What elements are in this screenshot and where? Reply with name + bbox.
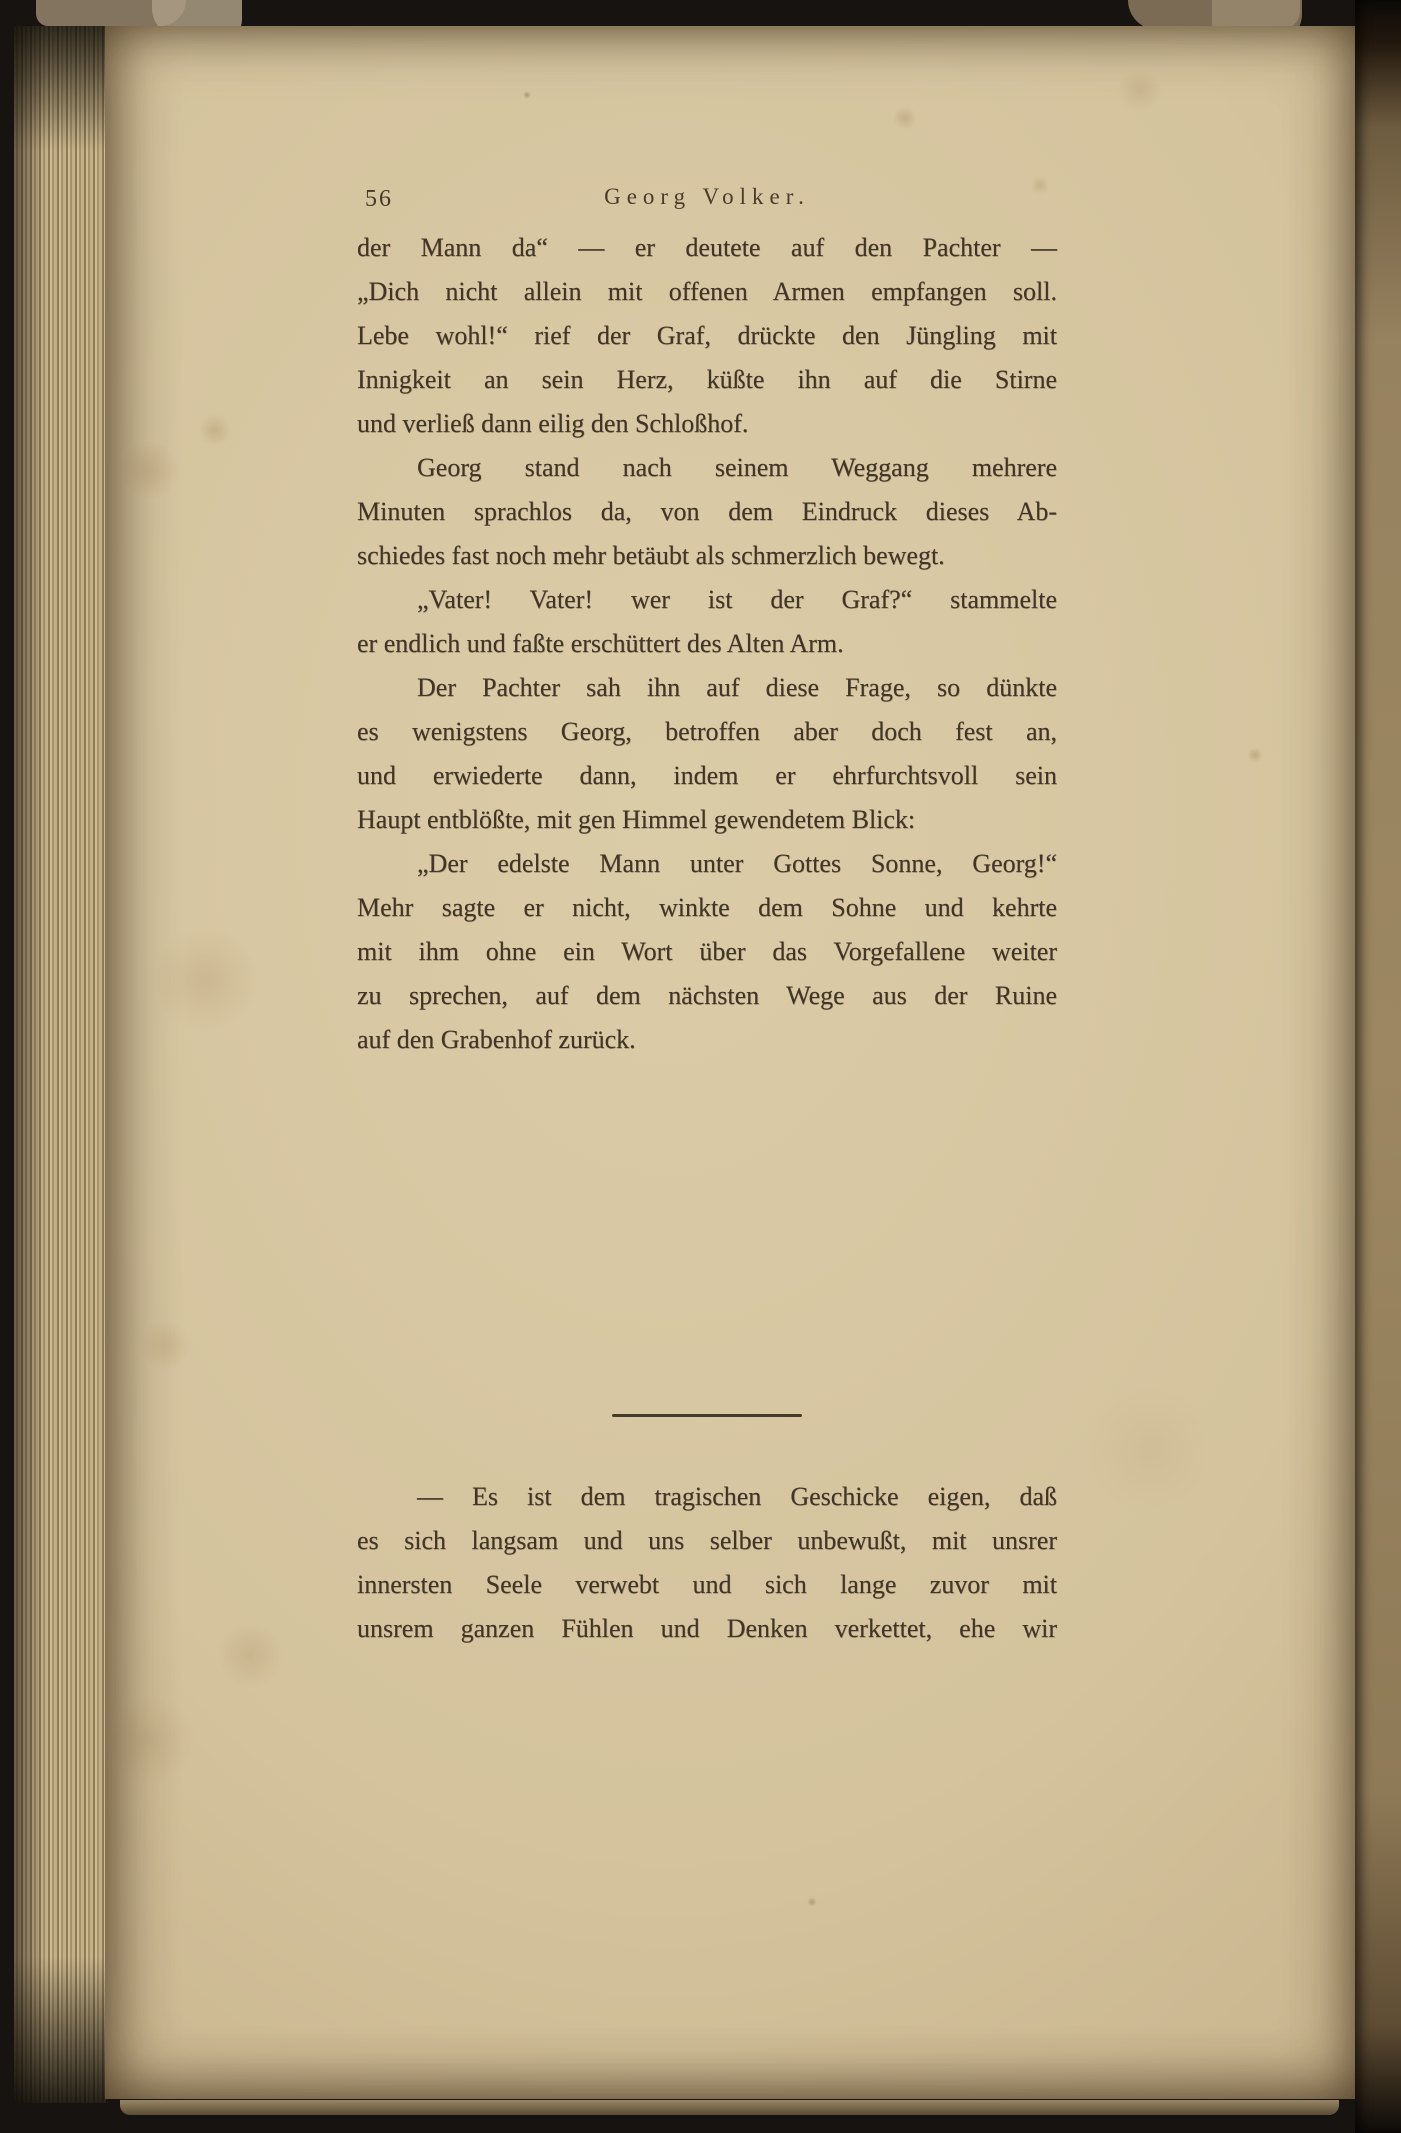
text-line: innersten Seele verwebt und sich lange zuvor mit — [357, 1570, 1057, 1599]
running-header-title: Georg Volker. — [604, 184, 810, 209]
text-line: es sich langsam und uns selber unbewußt, mit unsrer — [357, 1526, 1057, 1555]
text-line: und erwiederte dann, indem er ehrfurchtsvoll sein — [357, 761, 1057, 790]
text-line: mit ihm ohne ein Wort über das Vorgefallene weiter — [357, 937, 1057, 966]
text-line: Georg stand nach seinem Weggang mehrere — [417, 453, 1057, 482]
text-line: Haupt entblößte, mit gen Himmel gewendetem Blick: — [357, 805, 916, 834]
text-line: „Dich nicht allein mit offenen Armen empfangen soll. — [357, 277, 1057, 306]
text-line: es wenigstens Georg, betroffen aber doch fest an, — [357, 717, 1057, 746]
text-line: — Es ist dem tragischen Geschicke eigen, daß — [417, 1482, 1057, 1511]
text-line: auf den Grabenhof zurück. — [357, 1025, 636, 1054]
section-divider-rule — [612, 1414, 802, 1417]
text-line: Innigkeit an sein Herz, küßte ihn auf die Stirne — [357, 365, 1057, 394]
text-line: Lebe wohl!“ rief der Graf, drückte den Jüngling mit — [357, 321, 1057, 350]
text-line: „Der edelste Mann unter Gottes Sonne, Georg!“ — [417, 849, 1057, 878]
text-line: Minuten sprachlos da, von dem Eindruck dieses Ab- — [357, 497, 1057, 526]
book-edge-right — [1355, 0, 1401, 2133]
page-edge-stack-left — [14, 26, 106, 2103]
page-header — [357, 184, 1057, 218]
text-line: unsrem ganzen Fühlen und Denken verkettet, ehe wir — [357, 1614, 1057, 1643]
page-edge-bottom — [120, 2100, 1339, 2115]
page-number: 56 — [365, 186, 393, 212]
text-line: Mehr sagte er nicht, winkte dem Sohne und kehrte — [357, 893, 1057, 922]
text-line: und verließ dann eilig den Schloßhof. — [357, 409, 749, 438]
text-line: schiedes fast noch mehr betäubt als schmerzlich bewegt. — [357, 541, 945, 570]
text-line: Der Pachter sah ihn auf diese Frage, so dünkte — [417, 673, 1057, 702]
text-line: der Mann da“ — er deutete auf den Pachter — — [357, 233, 1057, 262]
scanned-page — [105, 26, 1355, 2099]
text-line: „Vater! Vater! wer ist der Graf?“ stammelte — [417, 585, 1057, 614]
text-line: er endlich und faßte erschüttert des Alten Arm. — [357, 629, 844, 658]
body-text — [357, 226, 1057, 1651]
text-line: zu sprechen, auf dem nächsten Wege aus der Ruine — [357, 981, 1057, 1010]
